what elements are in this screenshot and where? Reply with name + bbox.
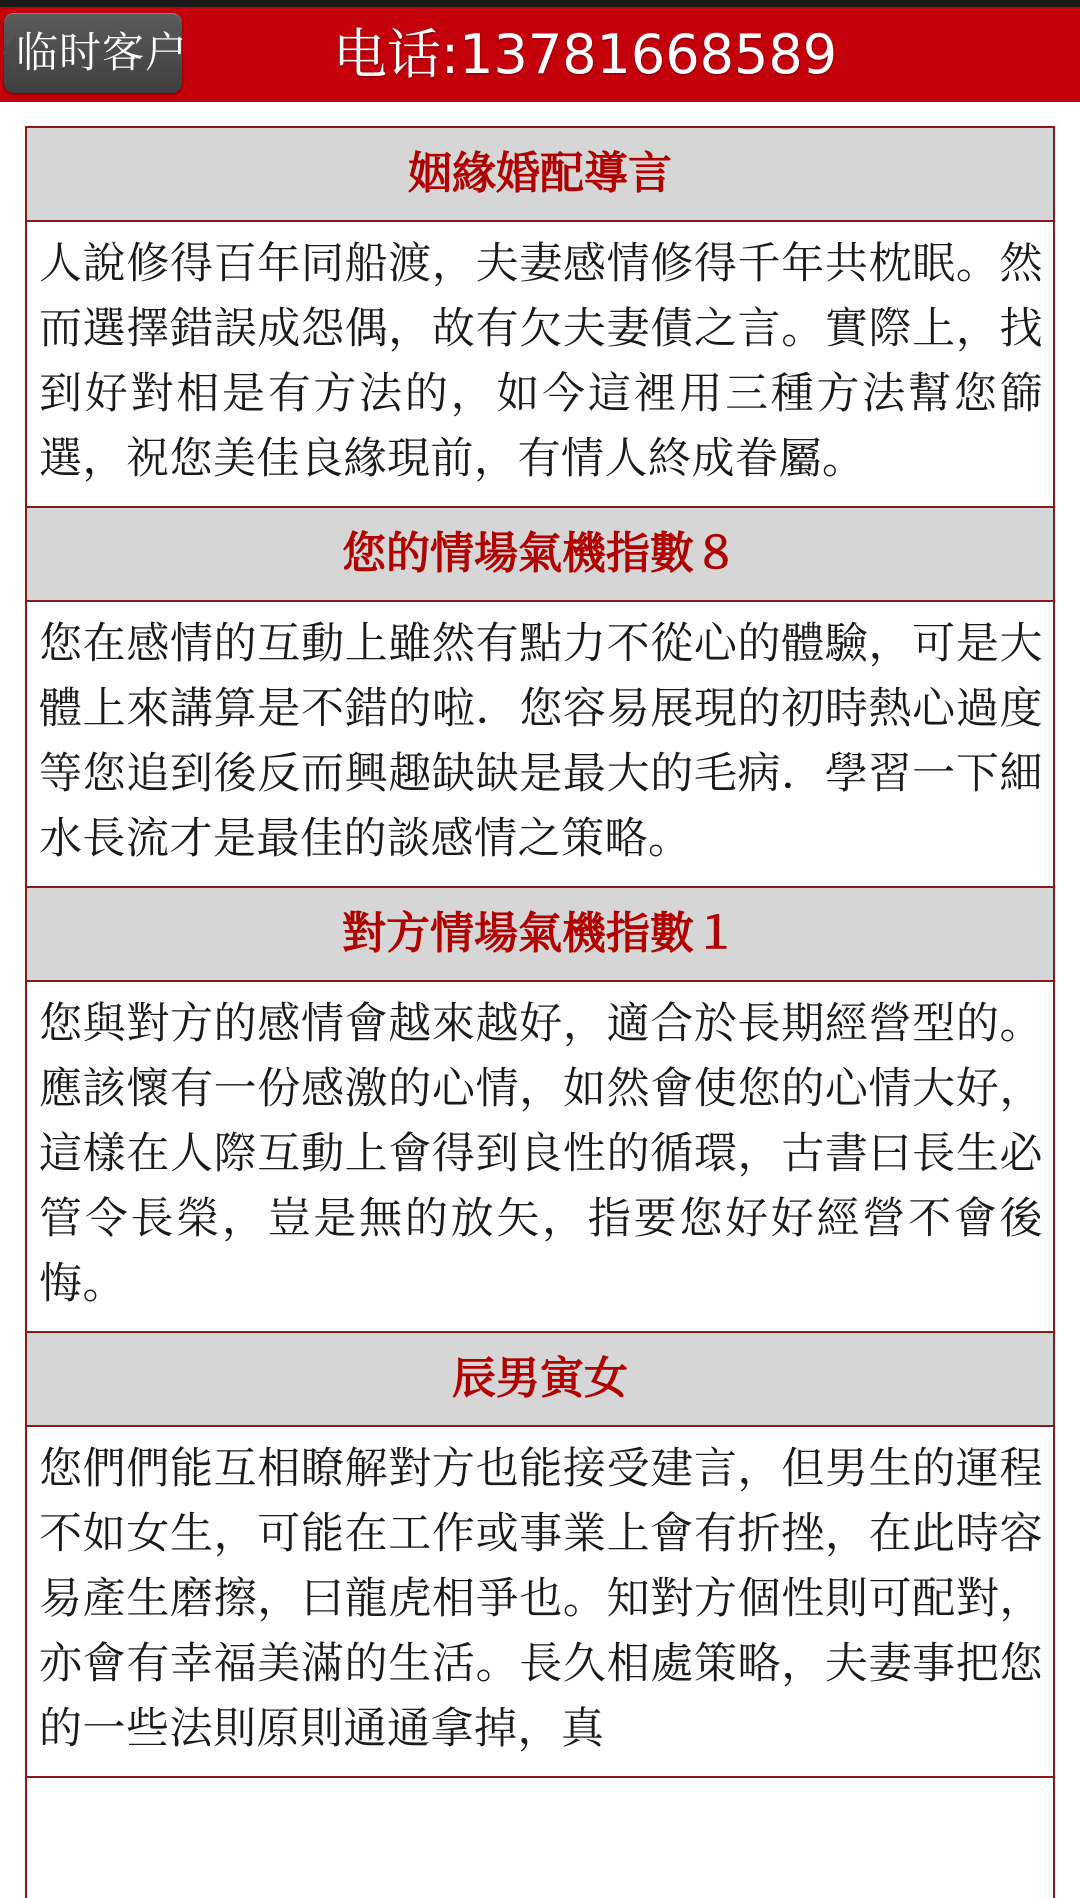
- section-zodiac-match: [27, 1333, 1053, 1778]
- section-text: 人說修得百年同船渡，夫妻感情修得千年共枕眠。然而選擇錯誤成怨偶，故有欠夫妻債之言。實際上，找到好對相是有方法的，如今這裡用三種方法幫您篩選，祝您美佳良緣現前，有情人終成眷屬。: [27, 222, 1053, 508]
- section-text: 您與對方的感情會越來越好，適合於長期經營型的。應該懷有一份感激的心情，如然會使您的心情大好，這樣在人際互動上會得到良性的循環，古書曰長生必管令長榮，豈是無的放矢，指要您好好經營不會後悔。: [27, 982, 1053, 1333]
- page-title: 电话:13781668589: [332, 23, 838, 86]
- section-intro: [27, 128, 1053, 508]
- back-button[interactable]: [4, 13, 189, 93]
- section-title: 您的情場氣機指數８: [27, 508, 1053, 602]
- section-title: 辰男寅女: [27, 1333, 1053, 1427]
- section-text: 您們們能互相瞭解對方也能接受建言，但男生的運程不如女生，可能在工作或事業上會有折挫，在此時容易產生磨擦，曰龍虎相爭也。知對方個性則可配對，亦會有幸福美滿的生活。長久相處策略，夫妻事把您的一些法則原則通通拿掉，真: [27, 1427, 1053, 1778]
- section-partner-index: [27, 888, 1053, 1333]
- content-panel: [25, 126, 1055, 1898]
- section-title: 姻緣婚配導言: [27, 128, 1053, 222]
- back-button-label: 临时客户: [16, 28, 189, 77]
- status-bar-edge: [0, 0, 1080, 7]
- section-your-index: [27, 508, 1053, 888]
- back-arrow-icon: [2, 35, 16, 71]
- section-text: 您在感情的互動上雖然有點力不從心的體驗，可是大體上來講算是不錯的啦．您容易展現的初時熱心過度等您追到後反而興趣缺缺是最大的毛病．學習一下細水長流才是最佳的談感情之策略。: [27, 602, 1053, 888]
- top-bar: [0, 7, 1080, 102]
- section-title: 對方情場氣機指數１: [27, 888, 1053, 982]
